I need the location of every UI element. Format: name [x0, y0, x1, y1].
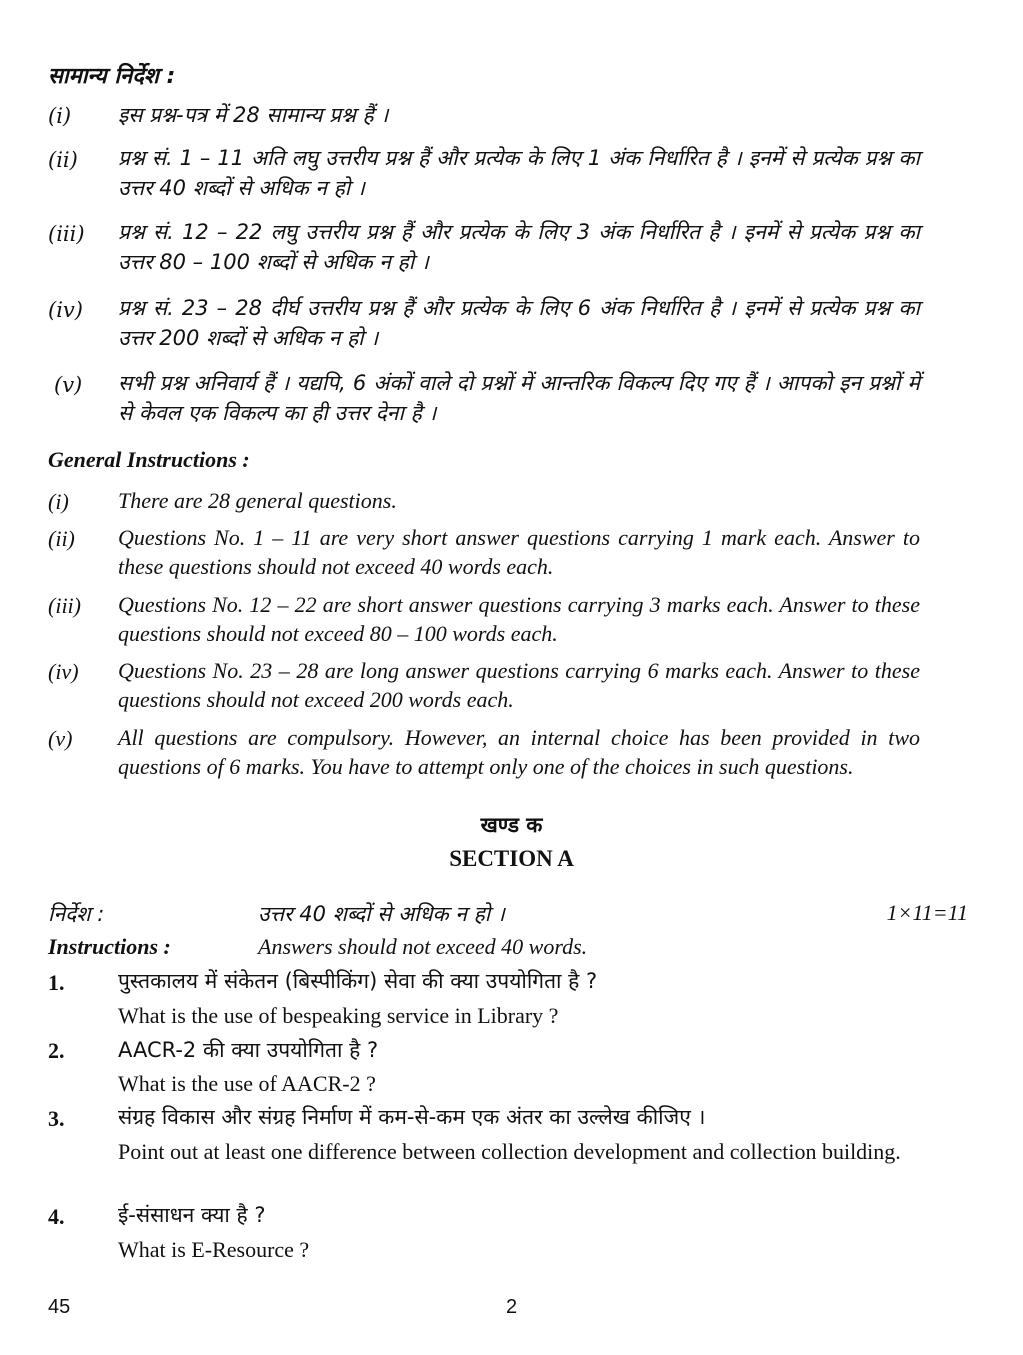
english-item-label: (iv) — [48, 659, 79, 684]
footer-page-number: 2 — [505, 1296, 518, 1318]
english-item-label: (v) — [48, 726, 73, 751]
section-instructions-text-english: Answers should not exceed 40 words. — [258, 934, 588, 959]
question-text-hindi: पुस्तकालय में संकेतन (बिस्पीकिंग) सेवा की क्या उपयोगिता है ? — [118, 969, 598, 993]
hindi-item-text: सभी प्रश्न अनिवार्य हैं । यद्यपि, 6 अंकों वाले दो प्रश्नों में आन्तरिक विकल्प दिए गए हैं । आपको इन प्रश्नों में से केवल एक विकल्प का ही उत्तर देना है । — [118, 371, 920, 425]
hindi-item-label: (ii) — [48, 148, 78, 172]
english-item-text: Questions No. 1 – 11 are very short answer questions carrying 1 mark each. Answer to these questions should not exceed 40 words each. — [118, 525, 920, 579]
english-item-text: There are 28 general questions. — [118, 488, 397, 513]
section-instructions-text-hindi: उत्तर 40 शब्दों से अधिक न हो । — [258, 902, 505, 926]
english-item-label: (ii) — [48, 526, 75, 551]
question-text-hindi: संग्रह विकास और संग्रह निर्माण में कम-से-कम एक अंतर का उल्लेख कीजिए । — [118, 1105, 706, 1129]
hindi-item-label: (iv) — [48, 298, 83, 322]
english-item-label: (i) — [48, 489, 69, 514]
question-text-hindi: AACR-2 की क्या उपयोगिता है ? — [118, 1038, 379, 1062]
english-item-text: All questions are compulsory. However, an internal choice has been provided in two questions of 6 marks. You have to attempt only one of the choices in such questions. — [118, 725, 920, 779]
question-text-english: What is E-Resource ? — [118, 1237, 310, 1262]
hindi-item-label: (iii) — [48, 222, 85, 246]
hindi-item-label: (i) — [48, 104, 72, 128]
section-title-hindi: खण्ड क — [480, 813, 543, 837]
hindi-item-text: प्रश्न सं. 23 – 28 दीर्घ उत्तरीय प्रश्न हैं और प्रत्येक के लिए 6 अंक निर्धारित है । इनमें से प्रत्येक प्रश्न का उत्तर 200 शब्दों से अधिक न हो । — [118, 296, 920, 350]
question-number: 1. — [48, 970, 65, 995]
hindi-item-text: प्रश्न सं. 1 – 11 अति लघु उत्तरीय प्रश्न हैं और प्रत्येक के लिए 1 अंक निर्धारित है । इनमें से प्रत्येक प्रश्न का उत्तर 40 शब्दों से अधिक न हो । — [118, 146, 920, 200]
question-text-english: Point out at least one difference between collection development and collection building. — [118, 1139, 901, 1164]
hindi-item-text: इस प्रश्न-पत्र में 28 सामान्य प्रश्न हैं । — [118, 103, 389, 127]
hindi-item-text: प्रश्न सं. 12 – 22 लघु उत्तरीय प्रश्न हैं और प्रत्येक के लिए 3 अंक निर्धारित है । इनमें से प्रत्येक प्रश्न का उत्तर 80 – 100 शब्दों से अधिक न हो । — [118, 220, 920, 274]
section-instructions-label-english: Instructions : — [48, 934, 171, 959]
footer-code: 45 — [48, 1296, 71, 1318]
english-item-text: Questions No. 12 – 22 are short answer questions carrying 3 marks each. Answer to these questions should not exceed 80 – 100 words each. — [118, 592, 920, 646]
hindi-item-label: (v) — [54, 373, 83, 397]
section-instructions-label-hindi: निर्देश : — [48, 902, 105, 926]
english-item-label: (iii) — [48, 593, 81, 618]
question-text-english: What is the use of AACR-2 ? — [118, 1071, 376, 1096]
hindi-instructions-heading: सामान्य निर्देश : — [48, 64, 176, 89]
question-number: 3. — [48, 1106, 65, 1131]
english-item-text: Questions No. 23 – 28 are long answer questions carrying 6 marks each. Answer to these questions should not exceed 200 words each. — [118, 658, 920, 712]
question-text-hindi: ई-संसाधन क्या है ? — [118, 1203, 266, 1227]
section-title-english: SECTION A — [449, 846, 574, 871]
section-marks: 1×11=11 — [886, 900, 968, 925]
question-number: 4. — [48, 1204, 65, 1229]
english-instructions-heading: General Instructions : — [48, 447, 250, 472]
question-text-english: What is the use of bespeaking service in Library ? — [118, 1003, 559, 1028]
question-number: 2. — [48, 1038, 65, 1063]
